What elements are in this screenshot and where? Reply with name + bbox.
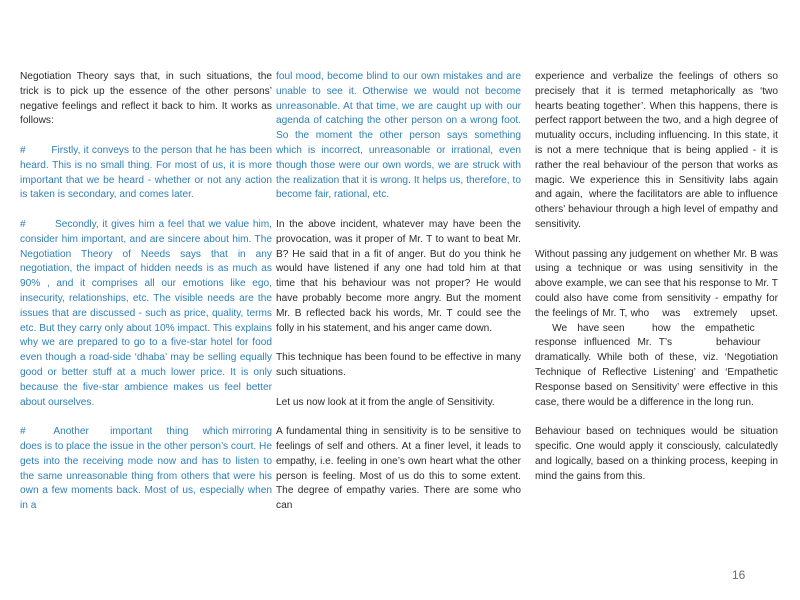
paragraph: Let us now look at it from the angle of Sensitivity. bbox=[276, 396, 495, 408]
paragraph: Without passing any judgement on whether Mr. B was using a technique or was using sensitivity in the above example, we can see that his response to Mr. T could also have come from sensitivity - empathy for the feelings of Mr. T, who was extremely upset. We have seen how the empathetic response influenced Mr. T’s behaviour dramatically. While both of these, viz. ‘Negotiation Technique of Reflective Listening’ and ‘Empathetic Response based on Sensitivity’ were effective in this case, there would be a difference in the long run. bbox=[535, 248, 778, 408]
text-column-middle bbox=[276, 70, 521, 514]
paragraph: experience and verbalize the feelings of others so precisely that it is termed metaphorically as ‘two hearts beating together’. When this happens, there is perfect rapport between the two, and a high degree of mutuality occurs, including influencing. In this state, it is not a mere technique that is being applied - it is rather the real behaviour of the person that works as magic. We experience this in Sensitivity labs again and again, where the facilitators are able to influence others’ behaviour through a high level of empathy and sensitivity. bbox=[535, 71, 778, 230]
paragraph: foul mood, become blind to our own mistakes and are unable to see it. Otherwise we would not become unreasonable. At that time, we are caught up with our agenda of catching the other person on a wrong foot. So the moment the other person says something which is incorrect, unreasonable or irrational, even though those were our own words, we are struck with the realization that it is wrong. It helps us, therefore, to become fair, rational, etc. bbox=[276, 71, 521, 201]
page-number: 16 bbox=[732, 568, 746, 582]
paragraph: # Another important thing which mirroring does is to place the issue in the other person’s court. He gets into the receiving mode now and has to listen to the same unreasonable thing from others that were his own a few moments back. Most of us, especially when in a bbox=[20, 426, 272, 512]
paragraph: # Firstly, it conveys to the person that he has been heard. This is no small thing. For most of us, it is more important that we be heard - whether or not any action is taken is secondary, and comes later. bbox=[20, 144, 272, 201]
paragraph: This technique has been found to be effective in many such situations. bbox=[276, 352, 521, 378]
paragraph: A fundamental thing in sensitivity is to be sensitive to feelings of self and others. At a finer level, it leads to empathy, i.e. feeling in one’s own heart what the other person is feeling. Most of us do this to some extent. The degree of empathy varies. There are some who can bbox=[276, 426, 521, 512]
paragraph: Behaviour based on techniques would be situation specific. One would apply it consciously, calculatedly and logically, based on a thinking process, keeping in mind the gains from this. bbox=[535, 426, 778, 482]
paragraph: Negotiation Theory says that, in such situations, the trick is to pick up the essence of the other persons’ negative feelings and reflect it back to him. It works as follows: bbox=[20, 71, 272, 127]
paragraph: # Secondly, it gives him a feel that we value him, consider him important, and are sincere about him. The Negotiation Theory of Needs says that in any negotiation, the impact of hidden needs is as much as 90% , and it comprises all our emotions like ego, insecurity, relationships, etc. The visible needs are the issues that are discussed - such as price, quality, terms etc. But they carry only about 10% impact. This explains why we are prepared to go to a five-star hotel for food even though a road-side ‘dhaba’ may be selling equally good or better stuff at a much lower price. It is only because the five-star ambience makes us feel better about ourselves. bbox=[20, 218, 272, 408]
text-column-right bbox=[535, 70, 778, 484]
paragraph: In the above incident, whatever may have been the provocation, was it proper of Mr. T to want to beat Mr. B? He said that in a fit of anger. But do you think he would have listened if any one had told him at that time that his behaviour was not proper? He would have probably become more angry. But the moment Mr. B reflected back his words, Mr. T could see the folly in his statement, and his anger came down. bbox=[276, 218, 521, 334]
text-column-left bbox=[20, 70, 272, 514]
